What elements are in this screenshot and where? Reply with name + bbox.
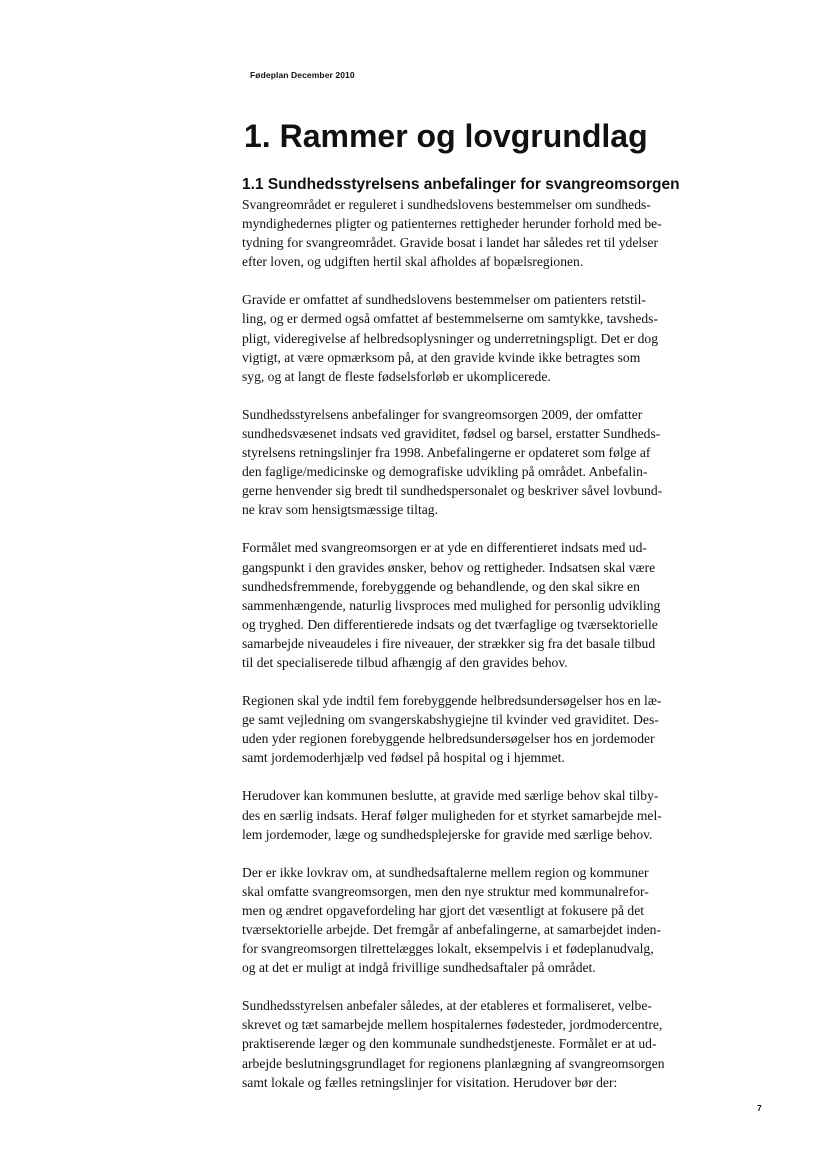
- paragraph: [242, 405, 702, 520]
- text-line: uden yder regionen forebyggende helbredsundersøgelser hos en jordemoder: [242, 731, 655, 747]
- text-line: Gravide er omfattet af sundhedslovens bestemmelser om patienters retstil-: [242, 292, 646, 308]
- paragraph: [242, 290, 702, 385]
- text-line: gerne henvender sig bredt til sundhedspersonalet og beskriver såvel lovbund-: [242, 483, 663, 499]
- text-line: Sundhedsstyrelsens anbefalinger for svangreomsorgen 2009, der omfatter: [242, 406, 643, 422]
- text-line: myndighedernes pligter og patienternes rettigheder herunder forhold med be-: [242, 216, 662, 232]
- text-line: samt jordemoderhjælp ved fødsel på hospital og i hjemmet.: [242, 750, 565, 766]
- text-line: til det specialiserede tilbud afhængig af den gravides behov.: [242, 654, 568, 670]
- text-line: syg, og at langt de fleste fødselsforløb er ukomplicerede.: [242, 368, 551, 384]
- text-line: Regionen skal yde indtil fem forebyggende helbredsundersøgelser hos en læ-: [242, 693, 662, 709]
- text-line: sammenhængende, naturlig livsproces med mulighed for personlig udvikling: [242, 597, 661, 613]
- paragraph: [242, 786, 702, 843]
- text-line: samt lokale og fælles retningslinjer for visitation. Herudover bør der:: [242, 1074, 618, 1090]
- text-line: og at det er muligt at indgå frivillige sundhedsaftaler på området.: [242, 960, 596, 976]
- chapter-title: 1. Rammer og lovgrundlag: [244, 118, 648, 154]
- text-line: sundhedsfremmende, forebyggende og behandlende, og den skal sikre en: [242, 578, 640, 594]
- paragraph: [242, 691, 702, 767]
- text-line: ge samt vejledning om svangerskabshygiejne til kvinder ved graviditet. Des-: [242, 712, 659, 728]
- text-line: Der er ikke lovkrav om, at sundhedsaftalerne mellem region og kommuner: [242, 864, 649, 880]
- paragraph: [242, 863, 702, 978]
- text-line: Formålet med svangreomsorgen er at yde en differentieret indsats med ud-: [242, 540, 647, 556]
- text-line: samarbejde niveaudeles i fire niveauer, der strækker sig fra det basale tilbud: [242, 635, 656, 651]
- text-line: Herudover kan kommunen beslutte, at gravide med særlige behov skal tilby-: [242, 788, 659, 804]
- section-title: 1.1 Sundhedsstyrelsens anbefalinger for svangreomsorgen: [242, 176, 680, 193]
- text-line: ling, og er dermed også omfattet af bestemmelserne om samtykke, tavsheds-: [242, 311, 658, 327]
- text-line: Svangreområdet er reguleret i sundhedslovens bestemmelser om sundheds-: [242, 197, 651, 212]
- text-line: lem jordemoder, læge og sundhedsplejerske for gravide med særlige behov.: [242, 826, 653, 842]
- text-line: Sundhedsstyrelsen anbefaler således, at der etableres et formaliseret, velbe-: [242, 998, 652, 1014]
- document-body: [242, 175, 702, 1092]
- text-line: tydning for svangreområdet. Gravide bosat i landet har således ret til ydelser: [242, 235, 658, 251]
- text-line: pligt, videregivelse af helbredsoplysninger og underretningspligt. Det er dog: [242, 330, 659, 346]
- text-line: skrevet og tæt samarbejde mellem hospitalernes fødesteder, jordmodercentre,: [242, 1017, 663, 1033]
- text-line: vigtigt, at være opmærksom på, at den gravide kvinde ikke betragtes som: [242, 349, 641, 365]
- text-line: des en særlig indsats. Heraf følger muligheden for et styrket samarbejde mel-: [242, 807, 662, 823]
- text-line: arbejde beslutningsgrundlaget for regionens planlægning af svangreomsorgen: [242, 1055, 665, 1071]
- text-line: sundhedsvæsenet indsats ved graviditet, fødsel og barsel, erstatter Sundheds-: [242, 425, 661, 441]
- text-line: skal omfatte svangreomsorgen, men den nye struktur med kommunalrefor-: [242, 883, 649, 899]
- text-line: ne krav som hensigtsmæssige tiltag.: [242, 502, 438, 518]
- paragraph: [242, 538, 702, 672]
- running-header: Fødeplan December 2010: [250, 70, 355, 80]
- text-line: men og ændret opgavefordeling har gjort det væsentligt at fokusere på det: [242, 902, 645, 918]
- text-line: gangspunkt i den gravides ønsker, behov og rettigheder. Indsatsen skal være: [242, 559, 656, 575]
- text-line: efter loven, og udgiften hertil skal afholdes af bopælsregionen.: [242, 254, 584, 270]
- page-number: 7: [757, 1103, 762, 1113]
- paragraph: [242, 996, 702, 1091]
- text-line: styrelsens retningslinjer fra 1998. Anbefalingerne er opdateret som følge af: [242, 445, 651, 461]
- paragraph: [242, 195, 702, 271]
- text-line: praktiserende læger og den kommunale sundhedstjeneste. Formålet er at ud-: [242, 1036, 657, 1052]
- text-line: den faglige/medicinske og demografiske udvikling på området. Anbefalin-: [242, 464, 648, 480]
- text-line: tværsektorielle arbejde. Det fremgår af anbefalingerne, at samarbejdet inden-: [242, 922, 661, 937]
- text-line: for svangreomsorgen tilrettelægges lokalt, eksempelvis i et fødeplanudvalg,: [242, 941, 654, 957]
- text-line: og tryghed. Den differentierede indsats og det tværfaglige og tværsektorielle: [242, 616, 658, 632]
